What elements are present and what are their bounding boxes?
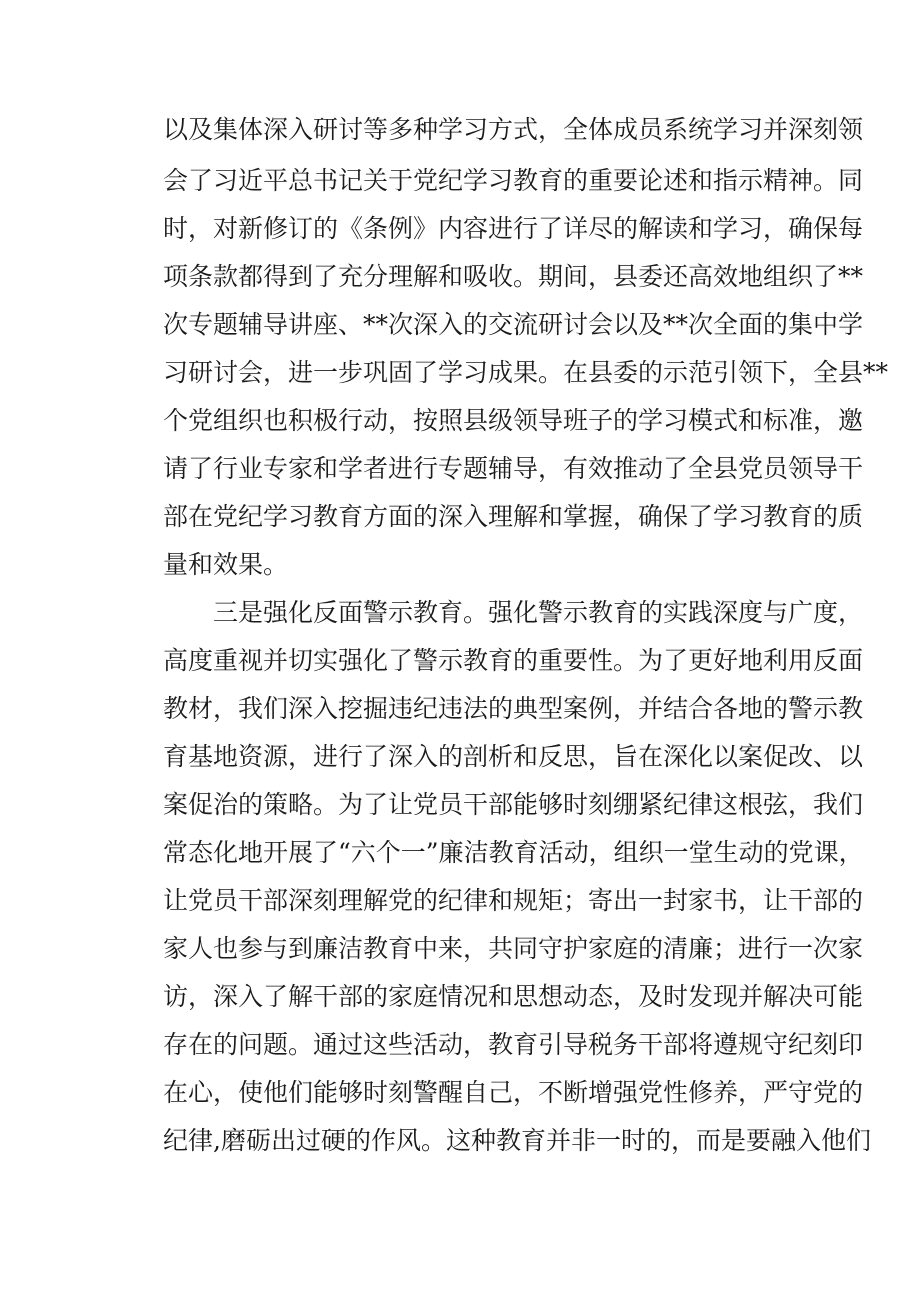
paragraph-line: 家人也参与到廉洁教育中来，共同守护家庭的清廉；进行一次家 <box>163 934 864 963</box>
paragraph-line: 个党组织也积极行动，按照县级领导班子的学习模式和标准，邀 <box>163 406 864 435</box>
paragraph-line: 以及集体深入研讨等多种学习方式，全体成员系统学习并深刻领 <box>163 115 864 144</box>
paragraph-line: 案促治的策略。为了让党员干部能够时刻绷紧纪律这根弦，我们 <box>163 790 864 819</box>
paragraph-line: 项条款都得到了充分理解和吸收。期间，县委还高效地组织了** <box>163 262 864 291</box>
paragraph-line: 次专题辅导讲座、**次深入的交流研讨会以及**次全面的集中学 <box>163 310 864 339</box>
paragraph-line: 常态化地开展了“六个一”廉洁教育活动，组织一堂生动的党课， <box>163 838 864 867</box>
paragraph-line: 在心，使他们能够时刻警醒自己，不断增强党性修养，严守党的 <box>163 1078 864 1107</box>
paragraph-line: 让党员干部深刻理解党的纪律和规矩；寄出一封家书，让干部的 <box>163 886 864 915</box>
paragraph-line: 访，深入了解干部的家庭情况和思想动态，及时发现并解决可能 <box>163 982 864 1011</box>
paragraph-line: 存在的问题。通过这些活动，教育引导税务干部将遵规守纪刻印 <box>163 1030 864 1059</box>
paragraph-line: 会了习近平总书记关于党纪学习教育的重要论述和指示精神。同 <box>163 166 864 195</box>
paragraph-line: 习研讨会，进一步巩固了学习成果。在县委的示范引领下，全县** <box>163 358 889 387</box>
paragraph-line: 时，对新修订的《条例》内容进行了详尽的解读和学习，确保每 <box>163 214 864 243</box>
paragraph-line: 高度重视并切实强化了警示教育的重要性。为了更好地利用反面 <box>163 646 864 675</box>
paragraph-line: 请了行业专家和学者进行专题辅导，有效推动了全县党员领导干 <box>163 454 864 483</box>
paragraph-line: 育基地资源，进行了深入的剖析和反思，旨在深化以案促改、以 <box>163 742 864 771</box>
paragraph-line: 量和效果。 <box>163 550 289 579</box>
paragraph-line: 三是强化反面警示教育。强化警示教育的实践深度与广度， <box>213 598 864 627</box>
paragraph-line: 部在党纪学习教育方面的深入理解和掌握，确保了学习教育的质 <box>163 502 864 531</box>
paragraph-line: 教材，我们深入挖掘违纪违法的典型案例，并结合各地的警示教 <box>163 694 864 723</box>
paragraph-line: 纪律,磨砺出过硬的作风。这种教育并非一时的，而是要融入他们 <box>163 1126 871 1155</box>
